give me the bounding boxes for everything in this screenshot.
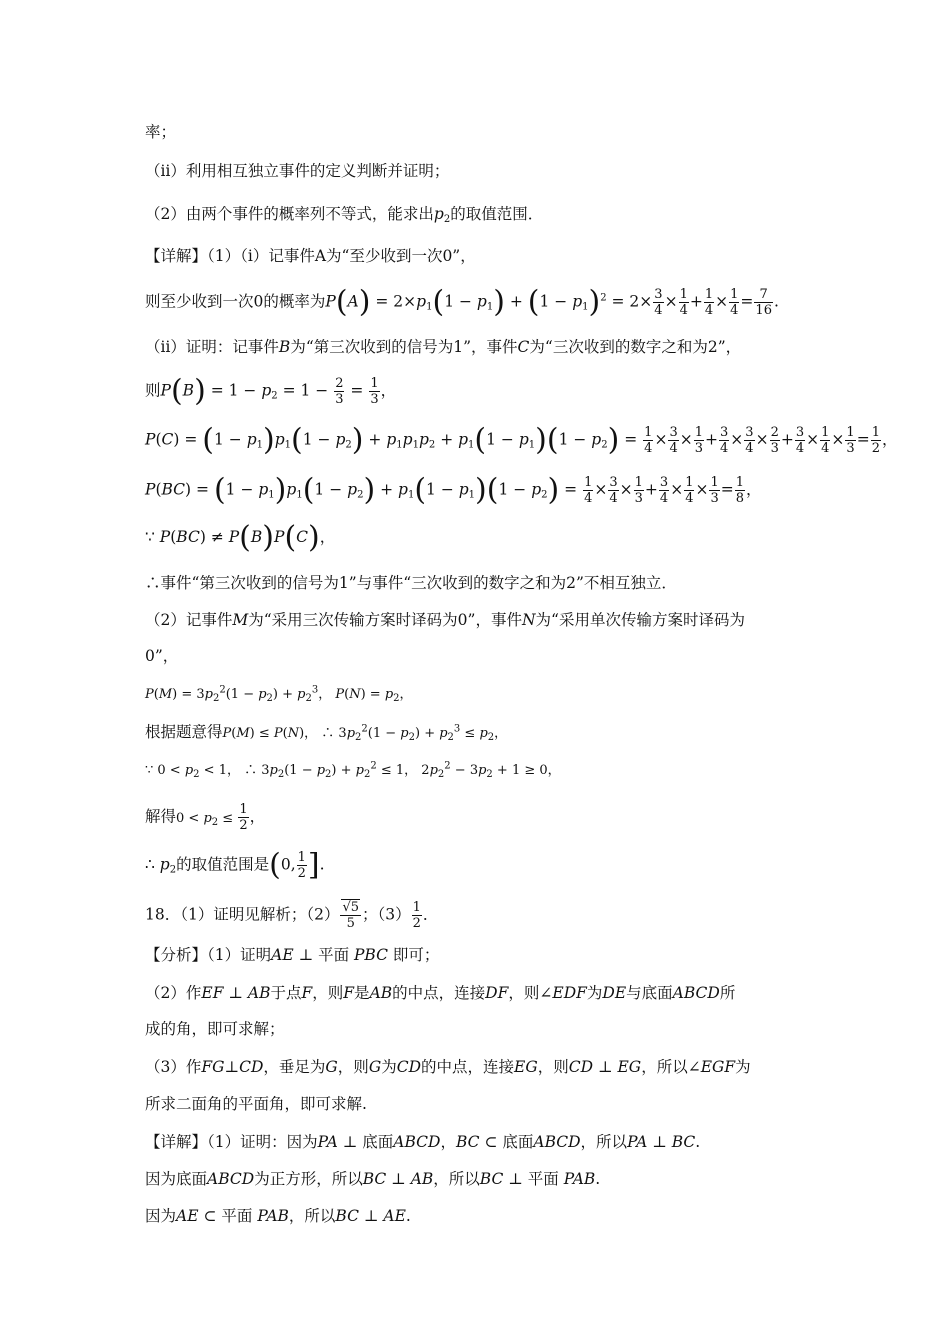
formula-line: $P(C) = (1 - p_1)p_1(1 - p_2) + p_1p_1p_2 + p_1(1 - p_1)(1 - p_2)$ = $\frac{1}{4}$ × $\frac{3}{4}$ × $\frac{1}{3}$ + $\frac{3}{4}$ × $\frac{3}{4}$ × $\frac{2}{3}$ + $\frac{3}{4}$ × $\frac{1}{4}$ × $\frac{1}{3}$ = $\frac{1}{2}$ ， (145, 422, 898, 458)
text-line: （3）作FG⊥CD，垂足为G，则G为CD的中点，连接EG，则CD ⊥ EG，所以∠EGF为 (145, 1058, 751, 1076)
text-line: （2）记事件M为“采用三次传输方案时译码为0”，事件N为“采用单次传输方案时译码为 (145, 611, 745, 629)
formula-line: ∴ $p_2$的取值范围是(0, $\frac{1}{2}$ ]. (145, 847, 325, 883)
text-line: （ⅱ）证明：记事件B为“第三次收到的信号为1”，事件C为“三次收到的数字之和为2”， (145, 338, 742, 356)
formula-line: ∵ $0 < p_2 < 1$， ∴ $3p_2(1 - p_2) + p_2^2 \le 1$， $2p_2^2 - 3p_2 + 1 \ge 0$， (145, 760, 561, 780)
text-line: （2）由两个事件的概率列不等式，能求出$p_2$的取值范围． (145, 205, 544, 225)
formula-line: $P(BC) = (1 - p_1)p_1(1 - p_2) + p_1(1 - p_1)(1 - p_2)$ = $\frac{1}{4}$ × $\frac{3}{4}$ × $\frac{1}{3}$ + $\frac{3}{4}$ × $\frac{1}{4}$ × $\frac{1}{3}$ = $\frac{1}{8}$ ， (145, 472, 762, 508)
text-line: 【详解】（1）证明：因为PA ⊥ 底面ABCD，BC ⊂ 底面ABCD，所以PA ⊥ BC. (145, 1133, 701, 1151)
text-line: 因为AE ⊂ 平面 PAB，所以BC ⊥ AE. (145, 1207, 411, 1225)
text-line: ∴事件“第三次收到的信号为1”与事件“三次收到的数字之和为2”不相互独立． (145, 574, 677, 592)
formula-line: 根据题意得P(M) ≤ P(N)， ∴ $3p_2^2(1 - p_2) + p_2^3 \le p_2$， (145, 723, 508, 743)
formula-line: 则$P(B) = 1 - p_2 = 1$ − $\frac{2}{3}$ = $\frac{1}{3}$ ， (145, 373, 397, 409)
formula-line: 则至少收到一次0的概率为$P(A) = 2\times p_1(1 - p_1) + (1 - p_1)^2 = 2\times$ $\frac{3}{4}$ × $\frac{1}{4}$ + $\frac{1}{4}$ × $\frac{1}{4}$ = $\frac{7}{16}$ . (145, 284, 779, 320)
text-line: 成的角，即可求解； (145, 1020, 285, 1038)
text-line: （2）作EF ⊥ AB于点F，则F是AB的中点，连接DF，则∠EDF为DE与底面ABCD所 (145, 984, 736, 1002)
text-line: 【分析】（1）证明AE ⊥ 平面 PBC 即可； (145, 946, 440, 964)
text-line: 0”， (145, 647, 179, 665)
text-line: 【详解】（1）（ⅰ）记事件A为“至少收到一次0”， (145, 247, 476, 265)
formula-line: $P(M) = 3p_2^2(1 - p_2) + p_2^3$， $P(N) = p_2$， (145, 684, 413, 704)
answer-line: 18．（1）证明见解析；（2） $\frac{√5}{5}$ ；（3） $\frac{1}{2}$ ． (145, 900, 439, 931)
text-line: 因为底面ABCD为正方形，所以BC ⊥ AB，所以BC ⊥ 平面 PAB. (145, 1170, 601, 1188)
text-line: （ⅱ）利用相互独立事件的定义判断并证明； (145, 162, 450, 180)
text-line: 率； (145, 123, 177, 141)
formula-line: 解得$0 < p_2$ ≤ $\frac{1}{2}$ ， (145, 802, 266, 833)
text-line: 所求二面角的平面角，即可求解. (145, 1095, 367, 1113)
formula-line: ∵ P(BC) ≠ P(B)P(C)， (145, 520, 336, 555)
